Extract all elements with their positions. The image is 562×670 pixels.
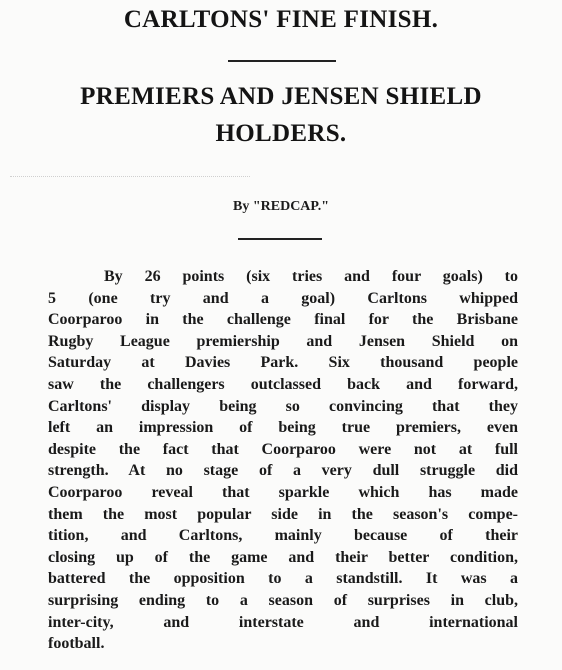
body-line: football. [48,635,105,653]
headline-divider [228,60,336,62]
body-line: 5 (one try and a goal) Carltons whipped [48,289,518,307]
body-line: Saturday at Davies Park. Six thousand people [48,354,518,372]
body-line: them the most popular side in the season's compe- [48,505,518,523]
headline-secondary [0,78,562,152]
article-body [48,266,518,655]
body-line: Coorparoo in the challenge final for the Brisbane [48,311,518,329]
byline-divider [238,238,322,240]
headline-primary: CARLTONS' FINE FINISH. [123,6,439,33]
body-line: Rugby League premiership and Jensen Shield on [48,332,518,350]
body-line: strength. At no stage of a very dull struggle did [48,462,518,480]
body-line: tition, and Carltons, mainly because of their [48,527,518,545]
body-line: left an impression of being true premiers, even [48,419,518,437]
body-line: saw the challengers outclassed back and forward, [48,375,518,393]
body-line: battered the opposition to a standstill. It was a [48,570,518,588]
headline-secondary-line-1: PREMIERS AND JENSEN SHIELD [80,83,482,110]
print-speckle [10,176,250,178]
body-line: By 26 points (six tries and four goals) to [104,268,518,285]
body-line: closing up of the game and their better condition, [48,548,518,566]
headline-secondary-line-2: HOLDERS. [215,120,347,147]
byline: By "REDCAP." [233,199,329,214]
body-line: inter-city, and interstate and international [48,613,518,631]
body-line: Carltons' display being so convincing that they [48,397,518,415]
body-line: despite the fact that Coorparoo were not at full [48,440,518,458]
body-line: Coorparoo reveal that sparkle which has made [48,483,518,501]
body-line: surprising ending to a season of surprises in club, [48,591,518,609]
